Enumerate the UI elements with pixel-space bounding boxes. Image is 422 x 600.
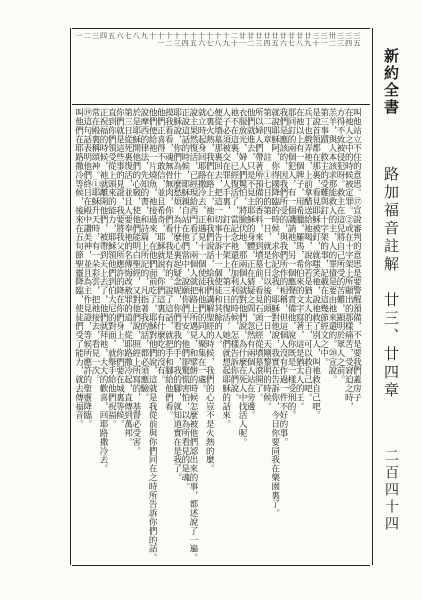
text-column: 他們就進去，只是不見主耶穌的身體，正在猜疑之間，忽然有兩個人站在旁邊。	[245, 108, 256, 420]
text-column: 第三日從死裏復活，並且人要奉祂的名傳悔改赦罪的道，從耶路撒冷起，直傳到萬邦。	[122, 108, 133, 447]
bottom-rule	[72, 565, 370, 566]
line-number: 八	[132, 32, 141, 40]
line-number: 廿六	[279, 32, 288, 47]
text-column: 你們就是這些事的見證，我要將我父所應許的降在你們身上，你們要在城裏等候。	[114, 108, 125, 429]
text-column: 耶穌說，你們為什麼愁煩，為什麼心裏起疑念呢，你們看我的手，我的腳，就知道實在是我了。	[171, 108, 182, 482]
text-column: 人子必須被交在罪人手裏，釘在十字架上，第三日復活。她們就想起耶穌的話來。	[220, 108, 231, 429]
left-border	[70, 28, 71, 565]
line-number: 六	[115, 32, 124, 40]
line-number: 十七	[205, 32, 214, 47]
running-header	[372, 48, 402, 568]
line-number: 二	[83, 32, 92, 40]
text-column: 就說耶穌阿，你得國降臨的時候，求你記念我。耶穌對他說，我實在告訴你，今日你要同我在樂園裏了。	[269, 108, 280, 518]
line-number: 十一	[156, 32, 165, 47]
text-column: 所以婦人們帶著所預備的香料，來到墳墓前，看見石頭已經從墳墓滾開了。	[253, 108, 264, 402]
line-number: 卅二	[328, 32, 337, 47]
line-number: 十二	[164, 32, 173, 47]
line-number: 三一	[320, 32, 329, 47]
line-number: 一	[75, 32, 83, 40]
text-column: 方得不致被侵犯呀。救主在這兒將自己所受的苦難，顯明於眾人之前。	[335, 108, 346, 384]
text-column: 於是耶穌開他們的心竅，使他們能明白聖經，又對他們說，照經上所寫的，基督必受害。	[130, 108, 141, 456]
line-number: 三五	[352, 32, 361, 47]
text-column: 他們便給祂一片燒魚，祂接過來，在他們面前吃了，耶穌對他們說，這就是我從前與你們同在之時所告訴你們的話。	[147, 108, 158, 562]
text-column: 就立時起身回耶路撒冷去，正遇見十一個使徒和他們的同人聚集在一處。	[196, 108, 207, 393]
text-column: 便從墳墓那裏回去，把這一切事告訴十一個使徒和其餘的人。	[212, 108, 223, 349]
text-column: 正祝福的時候，祂就離開他們，被帶到天上去了，他們就拜祂，大大的歡喜，回耶路撒冷去。	[98, 108, 109, 473]
line-number: 三	[91, 32, 100, 40]
text-column: 兵丁也戲弄祂，上前拿醋送給祂喝，說你若是猶太人的王，可以救自己吧。	[302, 108, 313, 402]
line-number: 三十	[311, 32, 320, 47]
line-number: 三三	[336, 32, 345, 47]
text-column: 第二四章 註 ①七日的第一日，就是七日以後的頭一日，天剛黎明的時候。	[261, 108, 272, 411]
line-number: 廿三	[254, 32, 263, 47]
line-number: 五	[107, 32, 116, 40]
line-number: 二十	[230, 32, 239, 47]
text-column: 羔羊，與人本該求那能救人的主，人的罪債是要由祂來還的。⑳宣說。	[326, 108, 337, 384]
text-column: 正說這話的時候，耶穌親自站在他們當中，說願你們平安。他們卻驚慌害怕，以為所看見的是魂。	[179, 108, 190, 491]
text-column: 祂不在這裏，已經復活了，當記念祂還在加利利的時候，怎樣告訴你們說。	[228, 108, 239, 402]
line-number: 廿二	[246, 32, 255, 47]
text-column: 衣服放光，婦人們驚怕，將臉伏地，那兩個人就對他們說，為什麼在死人中找活人呢。	[237, 108, 248, 447]
text-column: 是說首領都在那裏，看見耶穌被釘，就嗤笑祂，說祂救了別人，叫祂救自己吧。	[310, 108, 321, 420]
line-number: 四	[99, 32, 108, 40]
line-number: 廿五	[271, 32, 280, 47]
text-column: 叫他站立不住的意思。⑰宣說審判的意思是要警醒預備，不是要我們蓋房子	[351, 108, 362, 402]
line-number: 十四	[181, 32, 190, 47]
text-column: 在祂以上有一個牌子，用希臘，羅馬，希伯來的文字寫著，這是猶太人的王。	[294, 108, 305, 411]
text-column: 心裏火熱，我們在路上，祂和我們說話，給我們講解聖經的時候，我們的心豈不是火熱的麼。	[204, 108, 215, 473]
line-number: 十九	[222, 32, 231, 47]
line-number: 三四	[344, 32, 353, 47]
text-column: 在祂人之中的時候被定罪。②或在十字架上所顯出的那樣痛苦，受窘迫之時，	[343, 108, 354, 411]
text-column: 第三事蹟 救主的受難與釘十字架的事，記載在這幾節經文之中。	[318, 108, 329, 367]
line-number: 十	[148, 32, 157, 40]
book-title: 新約全書	[382, 48, 400, 116]
line-number: 廿七	[287, 32, 296, 47]
text-column: 他們正喜得不敢信，並且希奇，耶穌就說，你們這裏有什麼吃的沒有。	[155, 108, 166, 384]
text-column: 直到你們領受從上頭來的能力，耶穌領他們到伯大尼的對面，就舉手給他們祝福。	[106, 108, 117, 429]
top-rule	[72, 28, 370, 29]
line-number: 廿八	[295, 32, 304, 47]
text-column: 那同釘的兩個犯人，有一個譏誚祂，另一個應聲責備他，說你既是一樣受刑的。	[286, 108, 297, 420]
text-column: 說主果然復活，已經現給西門看了，兩個人就把路上所遇見，和擘餅的時候怎麼被他們認出來的事，都述說了一遍。	[187, 108, 198, 562]
line-number-rule	[72, 104, 370, 105]
line-number: 廿四	[262, 32, 271, 47]
line-number: 廿九	[303, 32, 312, 47]
text-column: 說摩西的律法，先知的書，和詩篇上所記的，凡指著我的話，都必須應驗。	[138, 108, 149, 402]
text-column: 我們是應該的，因我們所受的，與我們所作的相稱，但這個人沒有作過一件不好的事。	[277, 108, 288, 447]
text-column: ⑲這句話表明他們終日在殿中讚美神，並且為主作見證，等候所應許的聖靈降臨。	[81, 108, 92, 429]
page-number: 二百四十四	[383, 448, 399, 533]
line-number: 九	[140, 32, 149, 40]
text-column: 摸我看看，魂無骨無肉，你們看，我是有的。說了這話，就把手和腳給他們看。	[163, 108, 174, 420]
chapter-heading: 路加福音註解 廿三、廿四章	[382, 166, 400, 400]
line-number: 廿一	[238, 32, 247, 47]
text-column: 常在殿裏稱頌神。①耶穌升天時，有一朵彩雲，把祂接去，看見一次。	[89, 108, 100, 384]
text-column: 叫他們在耶路撒冷等候，後來在五旬節聖靈降臨，使徒們受了能力，就去傳福音。	[73, 108, 84, 429]
line-number: 十三	[173, 32, 182, 47]
line-number: 十六	[197, 32, 206, 47]
line-number: 十八	[213, 32, 222, 47]
line-number: 七	[124, 32, 133, 40]
line-number: 十五	[189, 32, 198, 47]
